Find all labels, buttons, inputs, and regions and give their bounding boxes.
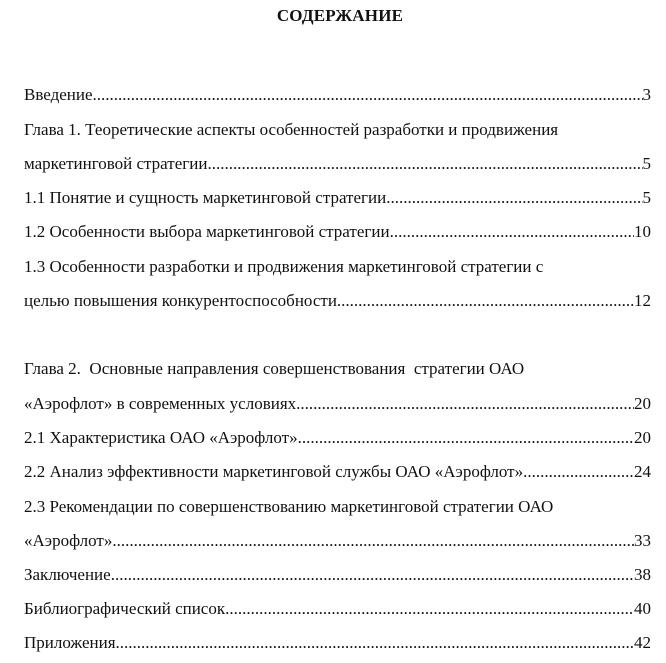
toc-page-number: 38 <box>634 565 651 584</box>
toc-entry-text: «Аэрофлот» в современных условиях <box>24 394 297 413</box>
toc-page-number: 10 <box>634 222 651 241</box>
toc-entry-text: Заключение <box>24 565 111 584</box>
toc-entry-text: Глава 2. Основные направления совершенствования стратегии ОАО <box>24 359 525 378</box>
toc-page-number: 5 <box>642 154 651 173</box>
leader-dots <box>207 153 642 175</box>
toc-page-number: 40 <box>634 599 651 618</box>
toc-entry-text: Библиографический список <box>24 599 226 618</box>
toc-entry-2-2[interactable] <box>24 461 651 483</box>
leader-dots <box>386 187 642 209</box>
toc-page-number: 42 <box>634 633 651 652</box>
leader-dots <box>296 393 634 415</box>
toc-entry-conclusion[interactable] <box>24 564 651 586</box>
toc-entry-2-1[interactable] <box>24 427 651 449</box>
leader-dots <box>337 290 634 312</box>
leader-dots <box>225 598 634 620</box>
toc-page-number: 20 <box>634 428 651 447</box>
toc-entry-1-2[interactable] <box>24 221 651 243</box>
leader-dots <box>390 221 634 243</box>
toc-entry-chapter-2-line-1[interactable] <box>24 358 651 380</box>
toc-entry-text: Глава 1. Теоретические аспекты особенностей разработки и продвижения <box>24 120 559 139</box>
toc-entry-1-1[interactable] <box>24 187 651 209</box>
toc-entry-1-3-line-1[interactable] <box>24 256 651 278</box>
toc-entry-text: 1.2 Особенности выбора маркетинговой стратегии <box>24 222 390 241</box>
leader-dots <box>298 427 634 449</box>
toc-entry-chapter-1-line-1[interactable] <box>24 119 651 141</box>
toc-entry-introduction[interactable] <box>24 84 651 106</box>
toc-entry-text: 2.2 Анализ эффективности маркетинговой службы ОАО «Аэрофлот» <box>24 462 524 481</box>
leader-dots <box>116 632 634 654</box>
toc-page-number: 5 <box>642 188 651 207</box>
toc-page-number: 24 <box>634 462 651 481</box>
toc-page-number: 12 <box>634 291 651 310</box>
toc-entry-text: 2.3 Рекомендации по совершенствованию маркетинговой стратегии ОАО <box>24 497 554 516</box>
toc-entry-text: Введение <box>24 85 93 104</box>
toc-page-number: 33 <box>634 531 651 550</box>
leader-dots <box>111 564 634 586</box>
toc-entry-text: 2.1 Характеристика ОАО «Аэрофлот» <box>24 428 298 447</box>
leader-dots <box>523 461 634 483</box>
toc-entry-text: 1.1 Понятие и сущность маркетинговой стратегии <box>24 188 387 207</box>
toc-entry-text: маркетинговой стратегии <box>24 154 208 173</box>
toc-entry-text: Приложения <box>24 633 116 652</box>
toc-entry-2-3-line-2[interactable] <box>24 530 651 552</box>
leader-dots <box>112 530 634 552</box>
toc-entry-bibliography[interactable] <box>24 598 651 620</box>
toc-entry-1-3-line-2[interactable] <box>24 290 651 312</box>
toc-entry-appendices[interactable] <box>24 632 651 654</box>
leader-dots <box>93 84 643 106</box>
toc-page-number: 20 <box>634 394 651 413</box>
toc-entry-text: «Аэрофлот» <box>24 531 113 550</box>
toc-entry-text: 1.3 Особенности разработки и продвижения маркетинговой стратегии с <box>24 257 544 276</box>
toc-entry-chapter-1-line-2[interactable] <box>24 153 651 175</box>
toc-entry-text: целью повышения конкурентоспособности <box>24 291 337 310</box>
page-title: СОДЕРЖАНИЕ <box>276 6 404 25</box>
toc-entry-chapter-2-line-2[interactable] <box>24 393 651 415</box>
toc-page-number: 3 <box>642 85 651 104</box>
toc-entry-2-3-line-1[interactable] <box>24 496 651 518</box>
